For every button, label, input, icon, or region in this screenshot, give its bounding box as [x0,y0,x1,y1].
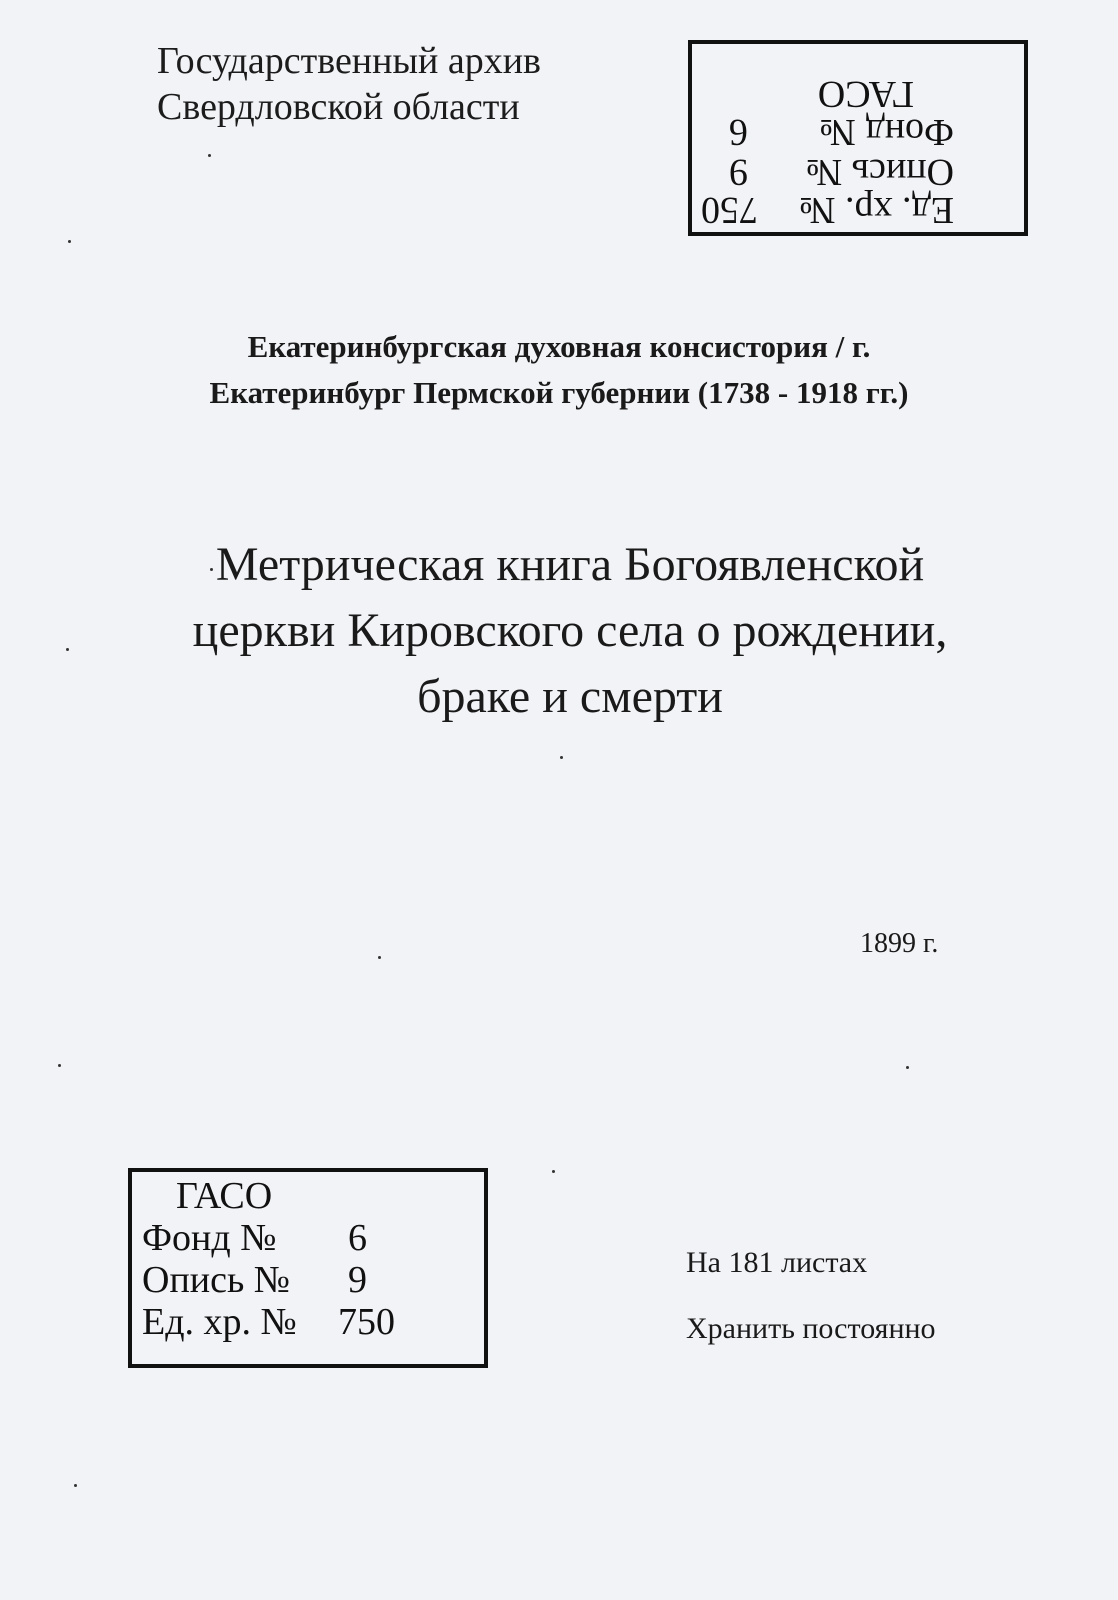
stamp-title: ГАСО [176,1175,273,1217]
archive-name [157,38,541,130]
stamp-fond-row [142,1218,367,1258]
stamp-unit-label: Ед. хр. № [142,1301,297,1343]
paper-speck [74,1484,77,1487]
paper-speck [208,154,211,157]
stamp-fond-value: 6 [729,111,748,153]
stamp-unit-label: Ед. хр. № [799,189,954,231]
stamp-fond-label: Фонд № [819,111,954,153]
stamp-unit-row [142,1302,395,1342]
paper-speck [560,756,563,759]
stamp-opis-row [729,152,954,192]
stamp-opis-value: 9 [729,151,748,193]
paper-speck [66,648,69,651]
paper-speck [552,1170,555,1173]
archive-name-line-1: Государственный архив [157,40,541,82]
sheet-count: На 181 листах [686,1246,868,1279]
stamp-unit-value: 750 [338,1301,395,1343]
stamp-fond-row [729,112,954,152]
paper-speck [378,956,381,959]
stamp-unit-row [701,190,954,230]
paper-speck [210,568,213,571]
stamp-opis-label: Опись № [805,151,954,193]
stamp-title: ГАСО [817,73,914,115]
consistory-heading [0,324,1118,416]
stamp-opis-row [142,1260,367,1300]
stamp-opis-value: 9 [348,1259,367,1301]
stamp-opis-label: Опись № [142,1259,291,1301]
paper-speck [58,1064,61,1067]
paper-speck [68,240,71,243]
document-title-line-2: церкви Кировского села о рождении, [192,604,948,657]
consistory-line-1: Екатеринбургская духовная консистория / г. [247,329,871,364]
stamp-fond-label: Фонд № [142,1217,277,1259]
archive-name-line-2: Свердловской области [157,86,520,128]
document-title [0,532,1118,730]
stamp-unit-value: 750 [701,189,758,231]
archive-stamp [128,1168,488,1368]
archive-stamp-upside-down [688,40,1028,236]
paper-speck [906,1066,909,1069]
storage-term: Хранить постоянно [686,1312,936,1345]
stamp-fond-value: 6 [348,1217,367,1259]
consistory-line-2: Екатеринбург Пермской губернии (1738 - 1918 гг.) [209,375,909,410]
document-year: 1899 г. [860,928,939,959]
document-title-line-3: браке и смерти [417,670,723,723]
document-title-line-1: Метрическая книга Богоявленской [215,538,925,591]
